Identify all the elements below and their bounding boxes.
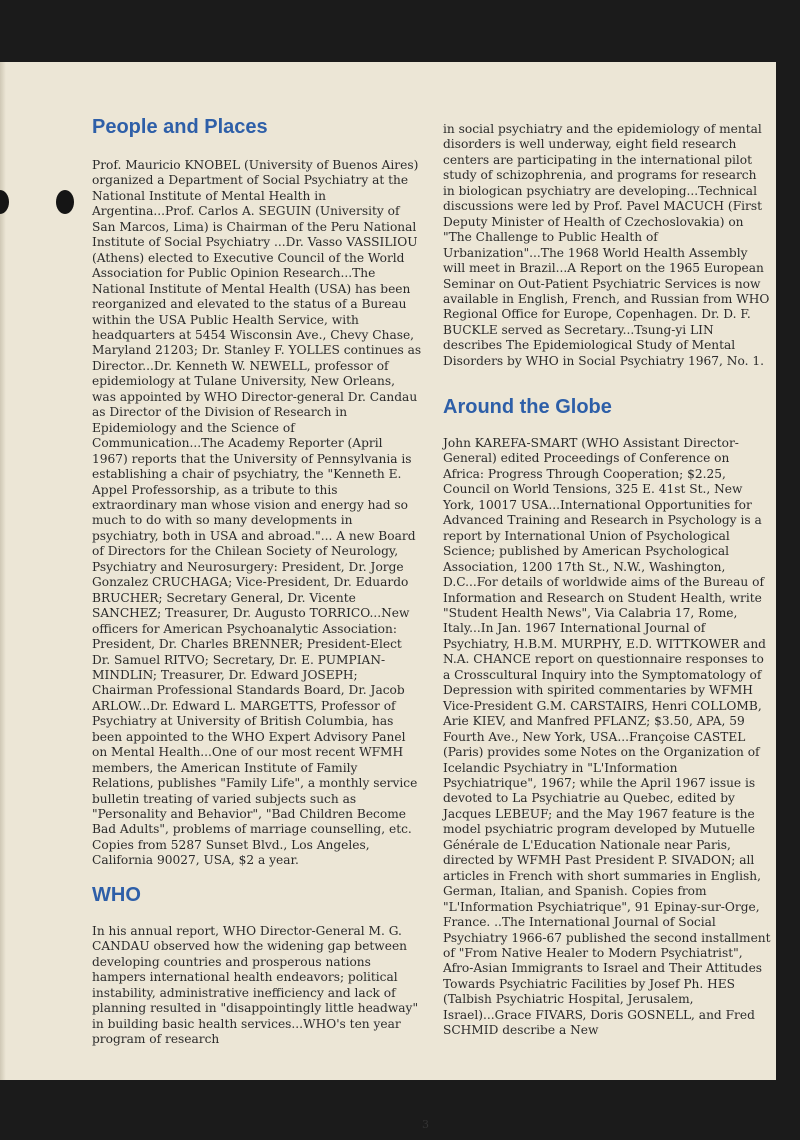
page-number: 3	[422, 1118, 429, 1131]
who-body: In his annual report, WHO Director-General M. G. CANDAU observed how the widening gap between developing countries and prosperous nations hampers international health endeavors; political instability, administrative inefficiency and lack of planning resulted in "disappointingly little headway" in building basic health services...WHO's ten year program of research	[92, 924, 419, 1047]
punch-hole-right	[56, 190, 74, 214]
newsletter-page	[0, 62, 776, 1131]
punch-hole-left	[0, 190, 9, 214]
page-binding-edge	[0, 62, 6, 1080]
who-body-continued: in social psychiatry and the epidemiology of mental disorders is well underway, eight field research centers are participating in the international pilot study of schizophrenia, and programs for research in biologican psychiatry are developing...Technical discussions were led by Prof. Pavel MACUCH (First Deputy Minister of Health of Czechoslovakia) on "The Challenge to Public Health of Urbanization"...The 1968 World Health Assembly will meet in Brazil...A Report on the 1965 European Seminar on Out-Patient Psychiatric Services is now available in English, French, and Russian from WHO Regional Office for Europe, Copenhagen. Dr. D. F. BUCKLE served as Secretary...Tsung-yi LIN describes The Epidemiological Study of Mental Disorders by WHO in Social Psychiatry 1967, No. 1.	[443, 122, 770, 368]
people-places-body: Prof. Mauricio KNOBEL (University of Buenos Aires) organized a Department of Social Psychiatry at the National Institute of Mental Health in Argentina...Prof. Carlos A. SEGUIN (University of San Marcos, Lima) is Chairman of the Peru National Institute of Social Psychiatry ...Dr. Vasso VASSILIOU (Athens) elected to Executive Council of the World Association for Public Opinion Research...The National Institute of Mental Health (USA) has been reorganized and elevated to the status of a Bureau within the USA Public Health Service, with headquarters at 5454 Wisconsin Ave., Chevy Chase, Maryland 21203; Dr. Stanley F. YOLLES continues as Director...Dr. Kenneth W. NEWELL, professor of epidemiology at Tulane University, New Orleans, was appointed by WHO Director-general Dr. Candau as Director of the Division of Research in Epidemiology and the Science of Communication...The Academy Reporter (April 1967) reports that the University of Pennsylvania is establishing a chair of psychiatry, the "Kenneth E. Appel Professorship, as a tribute to this extraordinary man whose vision and energy had so much to do with so many developments in psychiatry, both in USA and abroad."... A new Board of Directors for the Chilean Society of Neurology, Psychiatry and Neurosurgery: President, Dr. Jorge Gonzalez CRUCHAGA; Vice-President, Dr. Eduardo BRUCHER; Secretary General, Dr. Vicente SANCHEZ; Treasurer, Dr. Augusto TORRICO...New officers for American Psychoanalytic Association: President, Dr. Charles BRENNER; President-Elect Dr. Samuel RITVO; Secretary, Dr. E. PUMPIAN-MINDLIN; Treasurer, Dr. Edward JOSEPH; Chairman Professional Standards Board, Dr. Jacob ARLOW...Dr. Edward L. MARGETTS, Professor of Psychiatry at University of British Columbia, has been appointed to the WHO Expert Advisory Panel on Mental Health...One of our most recent WFMH members, the American Institute of Family Relations, publishes "Family Life", a monthly service bulletin treating of varied subjects such as "Personality and Behavior", "Bad Children Become Bad Adults", problems of marriage counselling, etc. Copies from 5287 Sunset Blvd., Los Angeles, California 90027, USA, $2 a year.	[92, 158, 422, 868]
around-the-globe-body: John KAREFA-SMART (WHO Assistant Director-General) edited Proceedings of Conference on Africa: Progress Through Cooperation; $2.25, Council on World Tensions, 325 E. 41st St., New York, 10017 USA...International Opportunities for Advanced Training and Research in Psychology is a report by International Union of Psychological Science; published by American Psychological Association, 1200 17th St., N.W., Washington, D.C...For details of worldwide aims of the Bureau of Information and Research on Student Health, write "Student Health News", Via Calabria 17, Rome, Italy...In Jan. 1967 International Journal of Psychiatry, H.B.M. MURPHY, E.D. WITTKOWER and N.A. CHANCE report on questionnaire responses to a Crosscultural Inquiry into the Symptomatology of Depression with spirited commentaries by WFMH Vice-President G.M. CARSTAIRS, Henri COLLOMB, Arie KIEV, and Manfred PFLANZ; $3.50, APA, 59 Fourth Ave., New York, USA...Françoise CASTEL (Paris) provides some Notes on the Organization of Icelandic Psychiatry in "L'Information Psychiatrique", 1967; while the April 1967 issue is devoted to La Psychiatrie au Quebec, edited by Jacques LEBEUF; and the May 1967 feature is the model psychiatric program developed by Mutuelle Générale de L'Education Nationale near Paris, directed by WFMH Past President P. SIVADON; all articles in French with short summaries in English, German, Italian, and Spanish. Copies from "L'Information Psychiatrique", 91 Epinay-sur-Orge, France. ..The International Journal of Social Psychiatry 1966-67 published the second installment of "From Native Healer to Modern Psychiatrist", Afro-Asian Immigrants to Israel and Their Attitudes Towards Psychiatric Facilities by Josef Ph. HES (Talbish Psychiatric Hospital, Jerusalem, Israel)...Grace FIVARS, Doris GOSNELL, and Fred SCHMID describe a New	[443, 436, 771, 1038]
heading-who: WHO	[92, 884, 141, 906]
heading-people-and-places: People and Places	[92, 116, 268, 138]
heading-around-the-globe: Around the Globe	[443, 396, 612, 418]
